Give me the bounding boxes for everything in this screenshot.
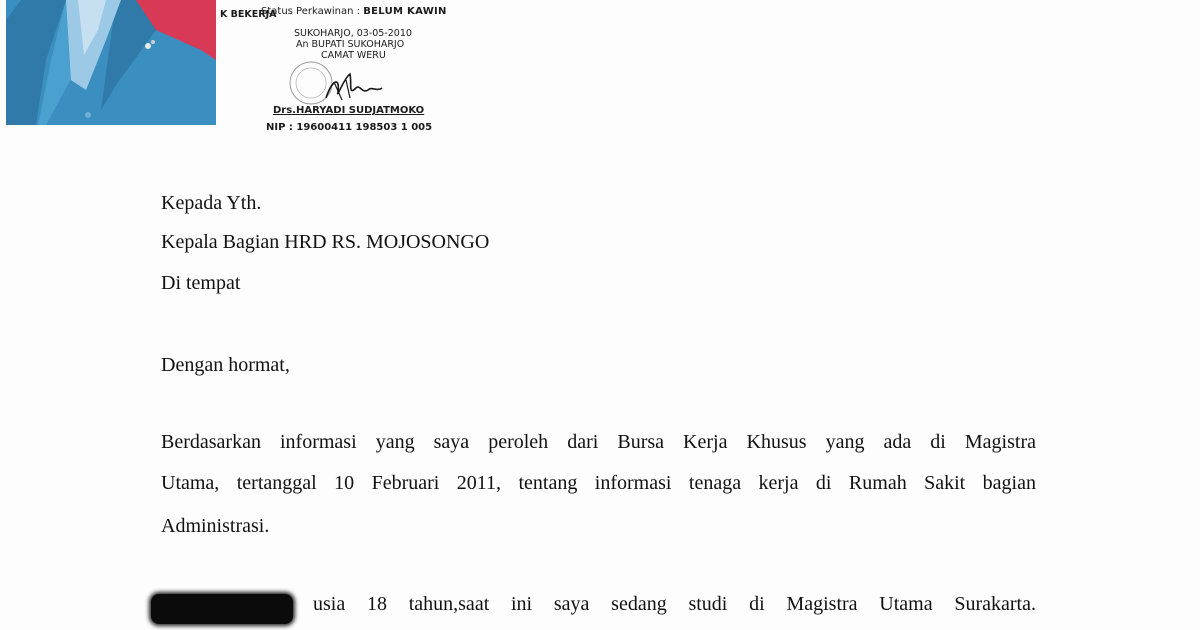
paragraph-1-line-1 <box>161 432 1036 452</box>
official-title: CAMAT WERU <box>321 50 386 61</box>
word: studi <box>688 593 728 615</box>
recipient-line-2: Kepala Bagian HRD RS. MOJOSONGO <box>161 231 490 253</box>
word: usia <box>313 593 346 615</box>
word: ini <box>511 593 533 615</box>
paragraph-1-line-3: Administrasi. <box>161 515 270 537</box>
marital-status-label: Status Perkawinan : <box>261 6 361 17</box>
paragraph-2-line-1 <box>313 594 1036 614</box>
marital-status <box>261 6 447 17</box>
redacted-name <box>151 594 293 624</box>
recipient-line-1: Kepada Yth. <box>161 192 262 214</box>
word: tahun,saat <box>408 593 490 615</box>
id-photo <box>6 0 216 125</box>
paragraph-1-line-2 <box>161 473 1036 493</box>
handwritten-signature <box>322 70 392 106</box>
official-nip: NIP : 19600411 198503 1 005 <box>266 122 433 133</box>
word: Utama <box>879 593 933 615</box>
paragraph-1-line-2-text: Utama, tertanggal 10 Februari 2011, tentang informasi tenaga kerja di Rumah Sakit bagian <box>161 472 1036 494</box>
occupation-value: K BEKERJA <box>220 9 277 20</box>
word: 18 <box>366 593 387 615</box>
recipient-line-3: Di tempat <box>161 272 241 294</box>
word: Surakarta. <box>954 593 1036 615</box>
marital-status-value: BELUM KAWIN <box>363 6 447 17</box>
greeting: Dengan hormat, <box>161 354 290 376</box>
id-card-details <box>220 0 480 140</box>
on-behalf-of: An BUPATI SUKOHARJO <box>296 39 405 50</box>
official-name: Drs.HARYADI SUDJATMOKO <box>273 105 425 116</box>
word: saya <box>553 593 590 615</box>
issue-place-date: SUKOHARJO, 03-05-2010 <box>294 28 412 39</box>
word: sedang <box>611 593 667 615</box>
word: di <box>749 593 765 615</box>
word: Magistra <box>786 593 858 615</box>
paragraph-1-line-1-text: Berdasarkan informasi yang saya peroleh dari Bursa Kerja Khusus yang ada di Magistra <box>161 431 1036 453</box>
